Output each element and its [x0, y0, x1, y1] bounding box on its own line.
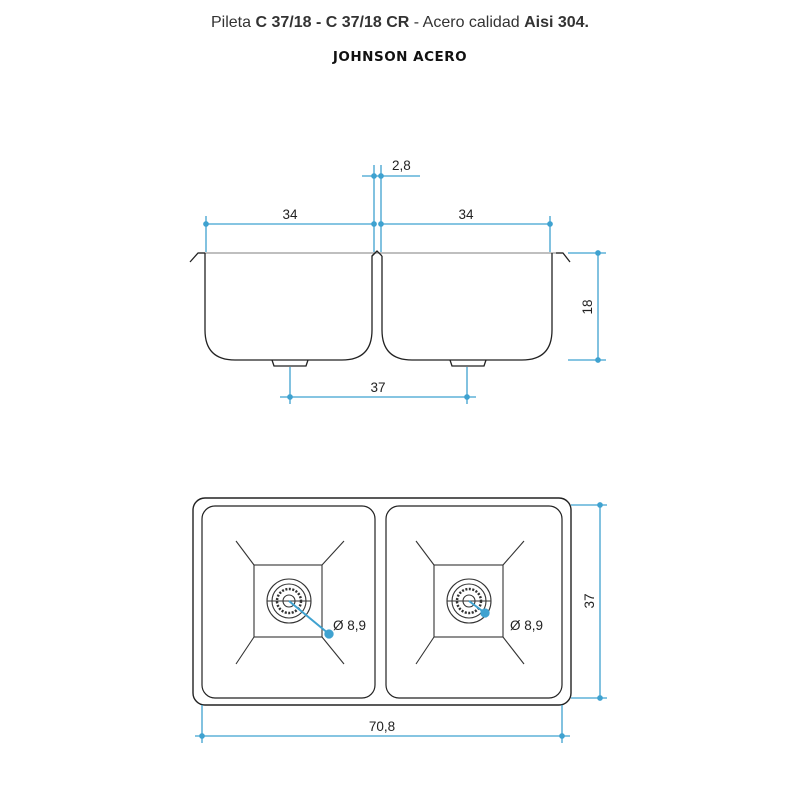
width-dot-a	[200, 734, 204, 738]
top-dimension-lines	[195, 503, 607, 743]
wall-thickness-label: 2,8	[392, 158, 411, 173]
left-diag-tl	[236, 541, 254, 565]
brand-name: JOHNSON ACERO	[332, 49, 468, 65]
left-diag-br	[322, 637, 344, 664]
left-diag-bl	[236, 637, 254, 664]
left-bowl-dot-a	[204, 222, 208, 226]
right-diag-tr	[503, 541, 524, 565]
wall-dot-left	[372, 174, 376, 178]
title-separator-2: - Acero calidad	[409, 14, 525, 31]
left-bowl-dot-b	[372, 222, 376, 226]
right-drain-diameter-label: Ø 8,9	[510, 618, 544, 633]
side-dimension-lines	[204, 165, 606, 404]
right-diameter-dot	[481, 609, 489, 617]
model-1: C 37/18	[255, 14, 312, 31]
right-diag-br	[503, 637, 524, 664]
left-bowl-profile	[205, 252, 376, 360]
left-drain-stub	[272, 360, 308, 366]
width-dot-b	[560, 734, 564, 738]
wall-dot-right	[379, 174, 383, 178]
left-lip	[190, 253, 205, 262]
sink-outer-frame	[193, 498, 571, 705]
title-prefix: Pileta	[211, 14, 256, 31]
material: Aisi 304.	[524, 14, 589, 31]
left-drain-diameter-label: Ø 8,9	[333, 618, 367, 633]
title-separator-1: -	[311, 14, 326, 31]
side-view	[190, 251, 570, 366]
drain-distance-label: 37	[370, 380, 386, 395]
right-bowl-dot-b	[548, 222, 552, 226]
depth-dot-b	[596, 358, 600, 362]
overall-width-label: 70,8	[368, 719, 396, 734]
drain-dot-b	[465, 395, 469, 399]
drain-dot-a	[288, 395, 292, 399]
right-diag-tl	[416, 541, 434, 565]
left-diameter-leader	[289, 601, 329, 634]
model-2: C 37/18 CR	[325, 14, 410, 31]
right-bowl-dot-a	[379, 222, 383, 226]
right-diag-bl	[416, 637, 434, 664]
height-dot-b	[598, 696, 602, 700]
height-dot-a	[598, 503, 602, 507]
depth-dot-a	[596, 251, 600, 255]
right-bowl-profile	[382, 253, 552, 360]
right-bowl-top	[386, 506, 562, 698]
right-bowl-width-label: 34	[458, 207, 474, 222]
overall-height-label: 37	[582, 593, 597, 609]
left-bowl-width-label: 34	[282, 207, 298, 222]
depth-label: 18	[580, 299, 595, 315]
left-bowl-top	[202, 506, 375, 698]
top-view	[193, 498, 571, 705]
right-lip	[556, 253, 570, 262]
right-drain-stub	[450, 360, 486, 366]
left-diag-tr	[322, 541, 344, 565]
left-diameter-dot	[325, 630, 333, 638]
